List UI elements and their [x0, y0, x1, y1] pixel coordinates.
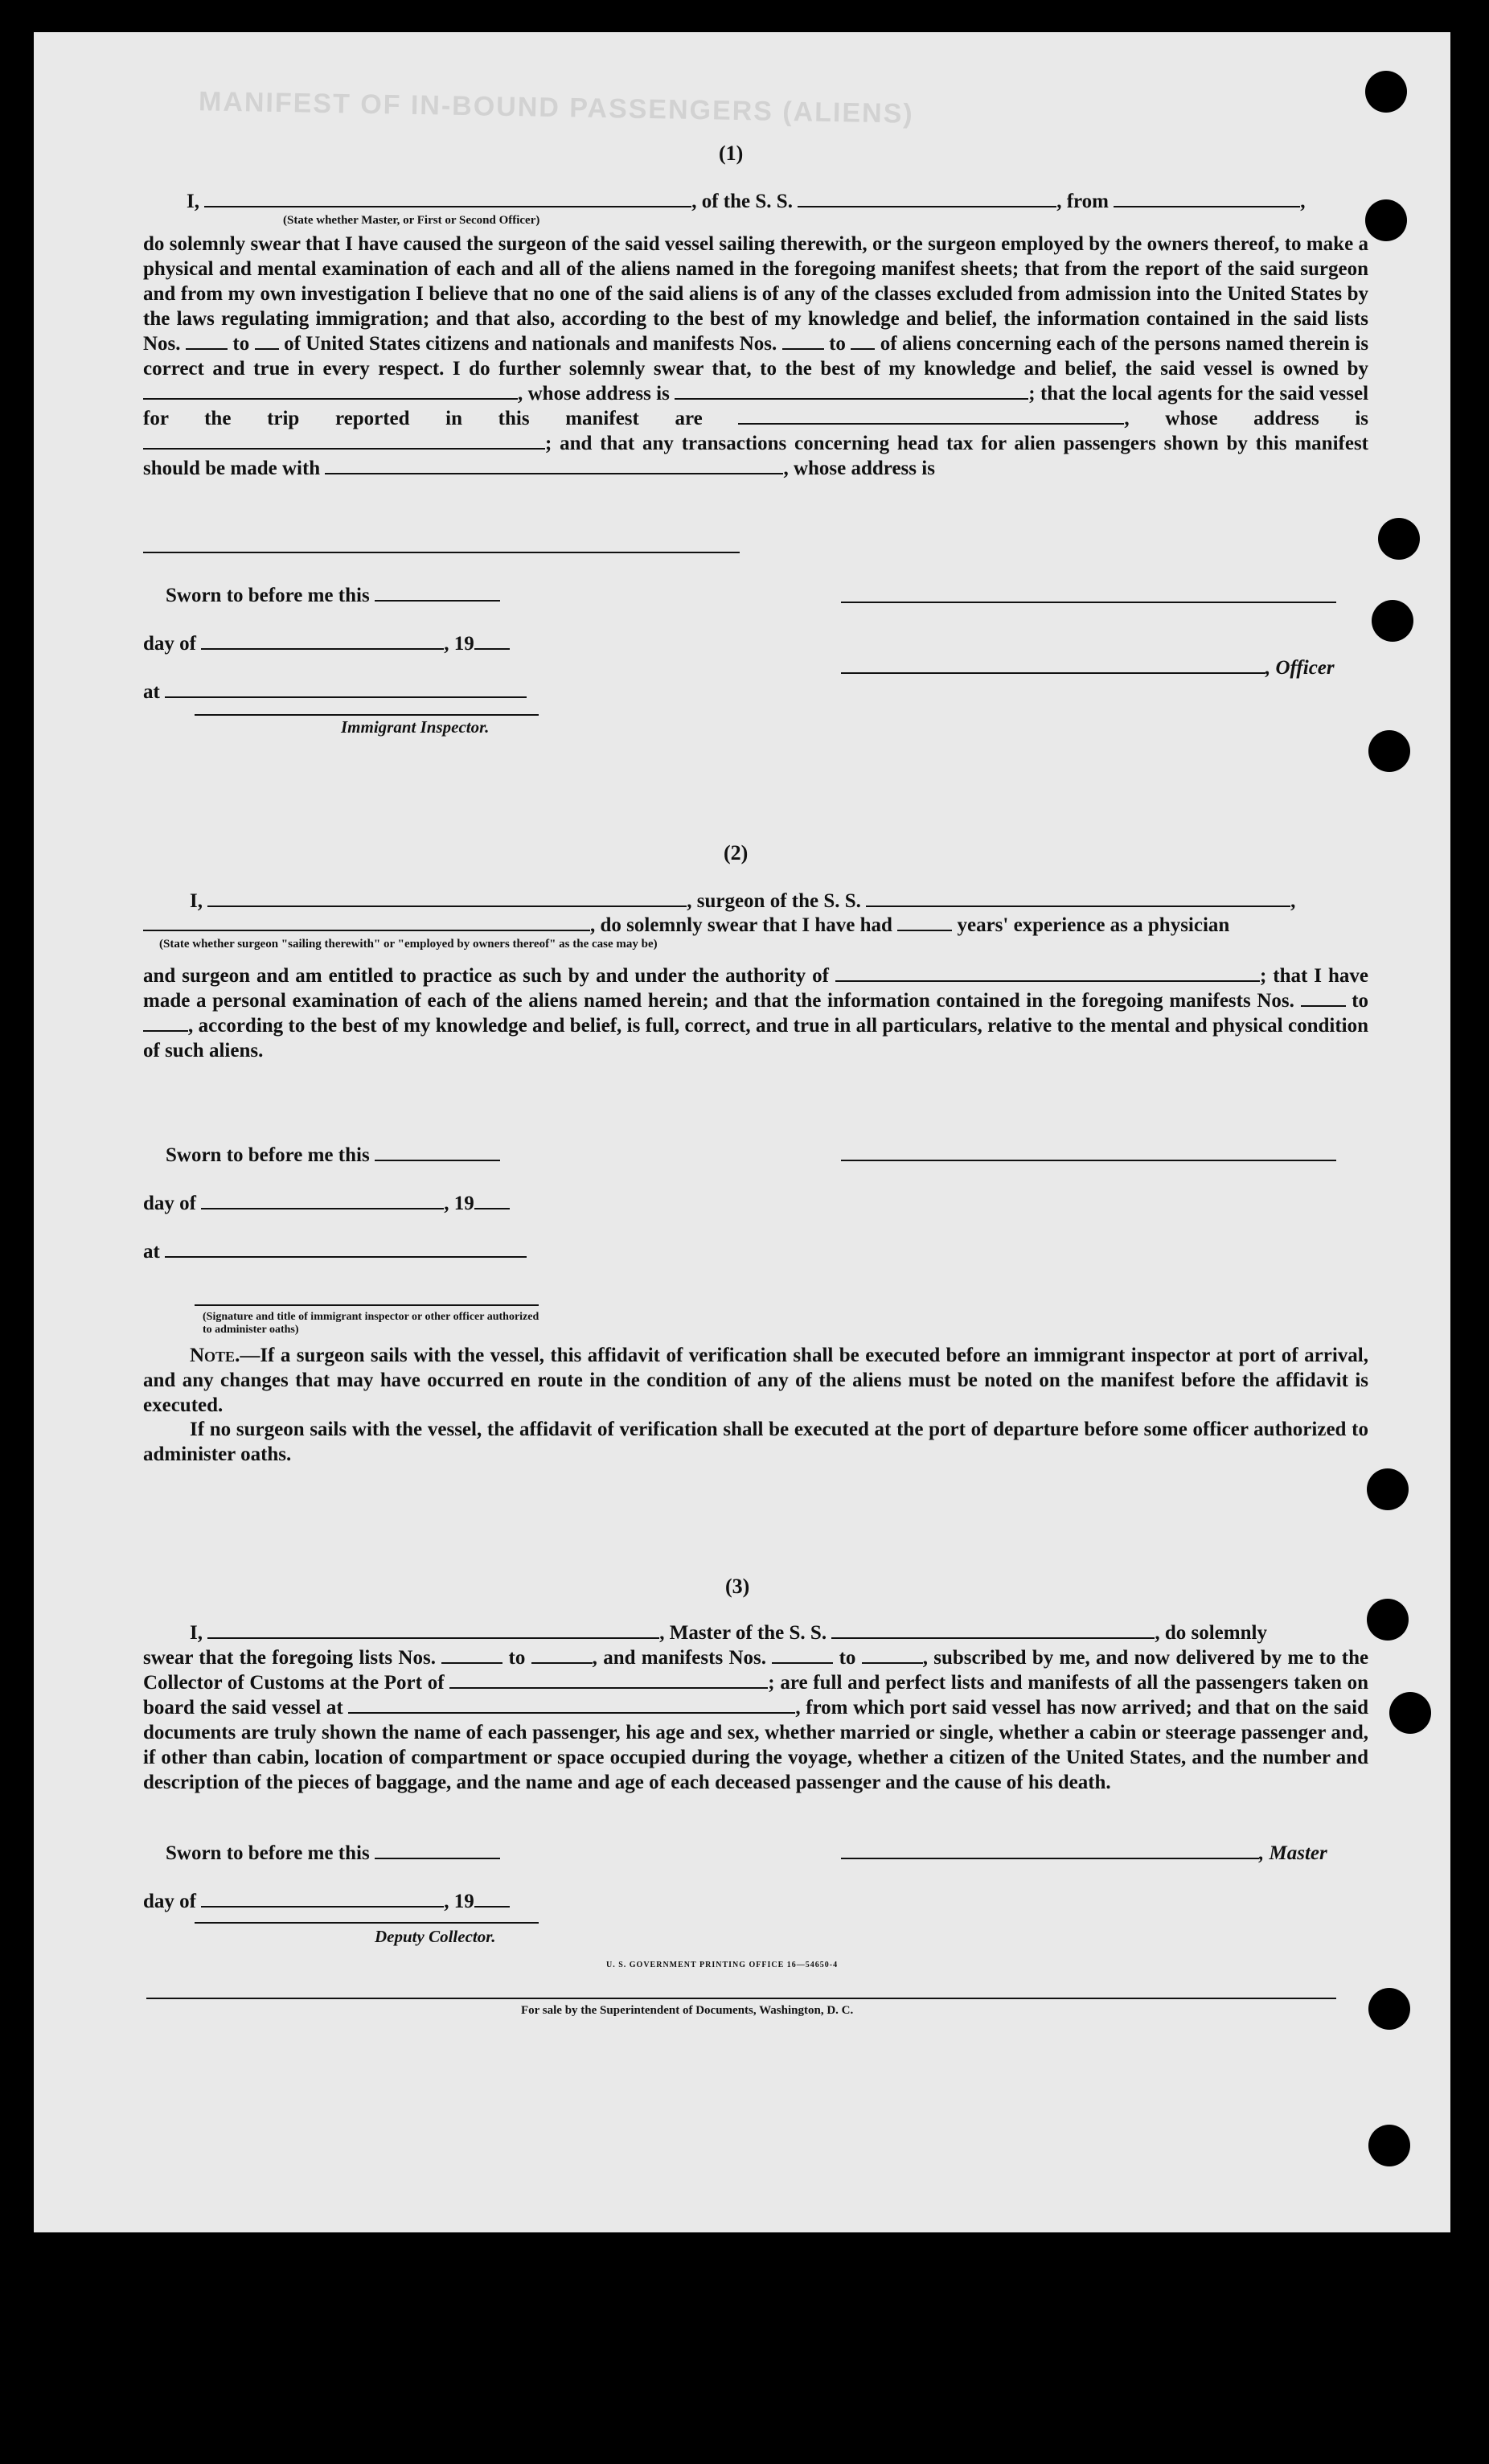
- officer-blank[interactable]: [204, 190, 691, 207]
- owner-address-blank[interactable]: [675, 382, 1028, 400]
- year-blank[interactable]: [474, 1890, 510, 1908]
- delivered-label: delivered by me to the Collector of Customs at the Port of: [143, 1647, 1369, 1694]
- head-tax-label: ; and that any transactions concerning head tax for alien: [545, 433, 1056, 454]
- local-agents-label: that the local agents for the said vessel for the trip reported in this manifest are: [143, 383, 1369, 429]
- lists-from-blank[interactable]: [186, 332, 228, 350]
- section-1-body-text-2: therein is correct and true in every respect. I do further solemnly swear that, to the best of my knowledge and belief,: [143, 333, 1369, 380]
- master-sig-line: [841, 1842, 1327, 1865]
- inspector-sig-rule[interactable]: [195, 1304, 539, 1306]
- section-1-body: do solemnly swear that I have caused the surgeon of the said vessel sailing therewith, or the surgeon employed by the owners thereof, to make a physical and mental examination of each and all of the aliens named in the foregoing manifest sheets; that from the report of the said surgeon and from my own investigation I believe that no one of the said aliens is of any of the classes excluded from admission into the United States by the laws regulating immigration; and that also, according to the best of my knowledge and belief, the information contained in the said lists Nos. to of United States citizens and nationals and manifests Nos. to of aliens concerning each of the persons named therein is correct and true in every respect. I do further solemnly swear that, to the best of my knowledge and belief, the said vessel is owned by , whose address is ; that the local agents for the said vessel for the trip reported in this manifest are , whose address is ; and that any transactions concerning head tax for alien passengers shown by this manifest should be made with , whose address is: [143, 233, 1369, 479]
- day-blank[interactable]: [201, 632, 444, 650]
- manifests-of-label: manifests of all the passengers taken on board the said vessel at: [143, 1672, 1369, 1719]
- sworn-label: Sworn to before me this: [166, 585, 370, 606]
- sworn-line-2: [166, 1144, 500, 1167]
- officer-label: , Officer: [1265, 657, 1335, 679]
- and-manifests-label: , and manifests Nos.: [592, 1647, 766, 1669]
- immigrant-inspector-label: Immigrant Inspector.: [341, 717, 490, 737]
- head-tax-blank[interactable]: [325, 457, 783, 474]
- subscribed-label: , subscribed by me, and now: [922, 1647, 1171, 1669]
- surgeon-caption: (State whether surgeon "sailing therewith" or "employed by owners thereof" as the case may be): [159, 938, 658, 951]
- master-sig-blank[interactable]: [841, 1842, 1259, 1859]
- lists-to-blank[interactable]: [255, 332, 279, 350]
- port-blank[interactable]: [449, 1671, 768, 1689]
- owned-by-label: the said vessel is owned by: [1125, 358, 1368, 380]
- to-label: to: [232, 333, 250, 355]
- officer-sig-rule[interactable]: [841, 602, 1336, 603]
- whose-address-label: , whose address is: [518, 383, 670, 405]
- note-text-1: —If a surgeon sails with the vessel, this affidavit of verification shall be executed before an immigrant inspector at port of arrival, and any changes that may have occurred en route in the condition of any of the aliens must be noted on the manifest before the affidavit is executed.: [143, 1345, 1368, 1416]
- officer-line: [841, 656, 1335, 680]
- year-label: , 19: [444, 1193, 474, 1214]
- agents-blank[interactable]: [738, 407, 1124, 425]
- authority-label: and surgeon and am entitled to practice as such by and under the authority of: [143, 965, 829, 987]
- section-2-body-text-2: all particulars, relative to the mental and physical condition of such aliens.: [143, 1015, 1368, 1062]
- whose-address-label: whose address is: [1165, 408, 1369, 429]
- from-label: , from: [1056, 191, 1109, 212]
- punch-hole: [1372, 600, 1413, 642]
- surgeon-of-label: , surgeon of the S. S.: [687, 890, 861, 912]
- day-blank[interactable]: [201, 1890, 444, 1908]
- punch-hole: [1367, 1468, 1409, 1510]
- year-label: , 19: [444, 1891, 474, 1912]
- note-paragraph-2: [143, 1417, 1368, 1467]
- full-perfect-label: ; are full and perfect lists and: [768, 1672, 1023, 1694]
- year-blank[interactable]: [474, 632, 510, 650]
- printing-office: U. S. GOVERNMENT PRINTING OFFICE 16—54650-4: [606, 1961, 839, 1969]
- authority-blank[interactable]: [835, 964, 1260, 982]
- at-label: at: [143, 1241, 160, 1263]
- footer-rule: [146, 1998, 1336, 1999]
- manifests-to-blank[interactable]: [862, 1646, 923, 1664]
- officer-caption: (State whether Master, or First or Second Officer): [283, 214, 540, 227]
- at-blank[interactable]: [165, 1240, 527, 1258]
- section-3-line-1: [190, 1621, 1267, 1645]
- manifests-from-blank[interactable]: [772, 1646, 833, 1664]
- master-label: , Master: [1259, 1842, 1327, 1864]
- do-solemnly-label: , do solemnly: [1155, 1622, 1267, 1644]
- note-label: Note.: [190, 1345, 240, 1366]
- year-blank[interactable]: [474, 1192, 510, 1209]
- at-line-1: [143, 680, 527, 704]
- deputy-collector-label: Deputy Collector.: [375, 1927, 496, 1946]
- day-of-label: day of: [143, 1891, 196, 1912]
- manifest-back-page: [34, 32, 1450, 2232]
- years-experience-label: years' experience as a physician: [957, 914, 1230, 936]
- at-line-2: [143, 1240, 527, 1263]
- day-line-3: [143, 1890, 510, 1913]
- from-blank[interactable]: [1114, 190, 1300, 207]
- section-1-oath-line: I, , of the S. S. , from ,: [187, 191, 1306, 212]
- section-2-number: (2): [724, 841, 749, 864]
- punch-hole: [1367, 1599, 1409, 1641]
- bleed-through-header: MANIFEST OF IN-BOUND PASSENGERS (ALIENS): [198, 86, 915, 129]
- lists-to-blank[interactable]: [531, 1646, 593, 1664]
- day-of-label: day of: [143, 633, 196, 655]
- passengers-label: passengers shown by this manifest should be made with: [143, 433, 1369, 479]
- section-1-number: (1): [719, 142, 744, 165]
- inspector-rule[interactable]: [195, 714, 539, 716]
- section-2-body-text-1: that I have made a personal examination of each of the aliens named herein; and that the information contained in the: [143, 965, 1369, 1012]
- at-label: at: [143, 681, 160, 703]
- section-2-line-1: I, , surgeon of the S. S. ,: [190, 890, 1296, 912]
- for-sale-line: For sale by the Superintendent of Documents, Washington, D. C.: [521, 2004, 854, 2017]
- lists-from-blank[interactable]: [441, 1646, 502, 1664]
- to-label: to: [508, 1647, 526, 1669]
- note-paragraph: [143, 1343, 1368, 1418]
- surgeon-sig-rule[interactable]: [841, 1160, 1336, 1161]
- from-which-label: , from which: [795, 1697, 905, 1719]
- section-3-body-text: port said vessel has now arrived; and that on the said documents are truly shown the name of each passenger, his age and sex, whether married or single, whether a cabin or steerage passenger and, if other than cabin, location of compartment or space occupied during the voyage, whether a citizen of the United States, and the number and description of the pieces of baggage, and the name and age of each deceased passenger and the cause of his death.: [143, 1697, 1369, 1793]
- section-2-body: and surgeon and am entitled to practice as such by and under the authority of ; that I have made a personal examination of each of the aliens named herein; and that the information contained in the foregoing manifests Nos. to, according to the best of my knowledge and belief, is full, correct, and true in all particulars, relative to the mental and physical condition of such aliens.: [143, 965, 1369, 1062]
- master-name-blank[interactable]: [207, 1621, 659, 1639]
- of-ss-label: , of the S. S.: [691, 191, 793, 212]
- i-label: I,: [190, 1622, 203, 1644]
- to-label: to: [1352, 990, 1369, 1012]
- whose-address-label: , whose address is: [783, 458, 935, 479]
- sworn-blank[interactable]: [375, 584, 500, 602]
- manifests-from-blank[interactable]: [1301, 989, 1346, 1007]
- section-3-body: [143, 1645, 1368, 1795]
- solemnly-label: , do solemnly swear that I have had: [590, 914, 892, 936]
- at-blank[interactable]: [165, 680, 527, 698]
- surgeon-type-blank[interactable]: [143, 914, 590, 931]
- owner-blank[interactable]: [143, 382, 518, 400]
- ship-blank[interactable]: [798, 190, 1056, 207]
- citizens-label: of United States citizens and nationals and manifests Nos.: [284, 333, 777, 355]
- section-1-body-text-1: do solemnly swear that I have caused the surgeon of the said vessel sailing therewith, or the surgeon employed by the owners thereof, to make a physical and mental examination of each and all of the aliens named in the foregoing manifest sheets; that from the report of the said surgeon and from my own investigation I believe that no one of the said aliens is of any of the classes excluded from admission into the United States by the laws regulating immigration; and that also, according to the best of my knowledge and belief, the information contained in the said lists Nos.: [143, 233, 1368, 355]
- punch-hole: [1389, 1692, 1431, 1734]
- surgeon-name-blank[interactable]: [207, 889, 687, 907]
- years-blank[interactable]: [897, 914, 952, 931]
- to-label: to: [839, 1647, 856, 1669]
- manifests-to-blank[interactable]: [851, 332, 875, 350]
- day-line-2: [143, 1192, 510, 1215]
- master-of-label: , Master of the S. S.: [659, 1622, 827, 1644]
- i-label: I,: [190, 890, 203, 912]
- day-blank[interactable]: [201, 1192, 444, 1209]
- manifests-to-blank[interactable]: [143, 1014, 188, 1032]
- aliens-concerning-label: of aliens concerning each of the persons named: [880, 333, 1284, 355]
- punch-hole: [1365, 71, 1407, 113]
- punch-hole: [1368, 1988, 1410, 2030]
- oath-i: I,: [187, 191, 199, 212]
- sworn-blank[interactable]: [375, 1144, 500, 1161]
- day-line-1: [143, 632, 510, 655]
- sworn-line-3: [166, 1842, 500, 1865]
- according-label: , according to the best of my knowledge and belief, is full, correct, and true in: [188, 1015, 851, 1037]
- punch-hole: [1365, 199, 1407, 241]
- signature-caption: (Signature and title of immigrant inspector or other officer authorized to administer oaths): [203, 1311, 539, 1336]
- manifests-from-blank[interactable]: [782, 332, 824, 350]
- section-2-line-2: [143, 914, 1229, 937]
- sworn-line-1: [166, 584, 500, 607]
- agents-address-blank[interactable]: [143, 432, 545, 450]
- to-label: to: [829, 333, 846, 355]
- address-rule: [143, 552, 740, 553]
- sworn-label: Sworn to before me this: [166, 1842, 370, 1864]
- punch-hole: [1368, 2125, 1410, 2166]
- sworn-label: Sworn to before me this: [166, 1144, 370, 1166]
- deputy-rule[interactable]: [195, 1922, 539, 1924]
- punch-hole: [1368, 730, 1410, 772]
- ship-blank[interactable]: [866, 889, 1290, 907]
- embark-port-blank[interactable]: [348, 1696, 795, 1714]
- ship-blank[interactable]: [831, 1621, 1155, 1639]
- note-text-2: If no surgeon sails with the vessel, the affidavit of verification shall be executed at the port of departure before some officer authorized to administer oaths.: [143, 1419, 1368, 1465]
- sworn-blank[interactable]: [375, 1842, 500, 1859]
- manifests-label: foregoing manifests Nos.: [1081, 990, 1294, 1012]
- year-label: , 19: [444, 633, 474, 655]
- punch-hole: [1378, 518, 1420, 560]
- swear-lists-label: swear that the foregoing lists Nos.: [143, 1647, 436, 1669]
- section-3-number: (3): [725, 1575, 750, 1598]
- day-of-label: day of: [143, 1193, 196, 1214]
- officer-name-blank[interactable]: [841, 656, 1265, 674]
